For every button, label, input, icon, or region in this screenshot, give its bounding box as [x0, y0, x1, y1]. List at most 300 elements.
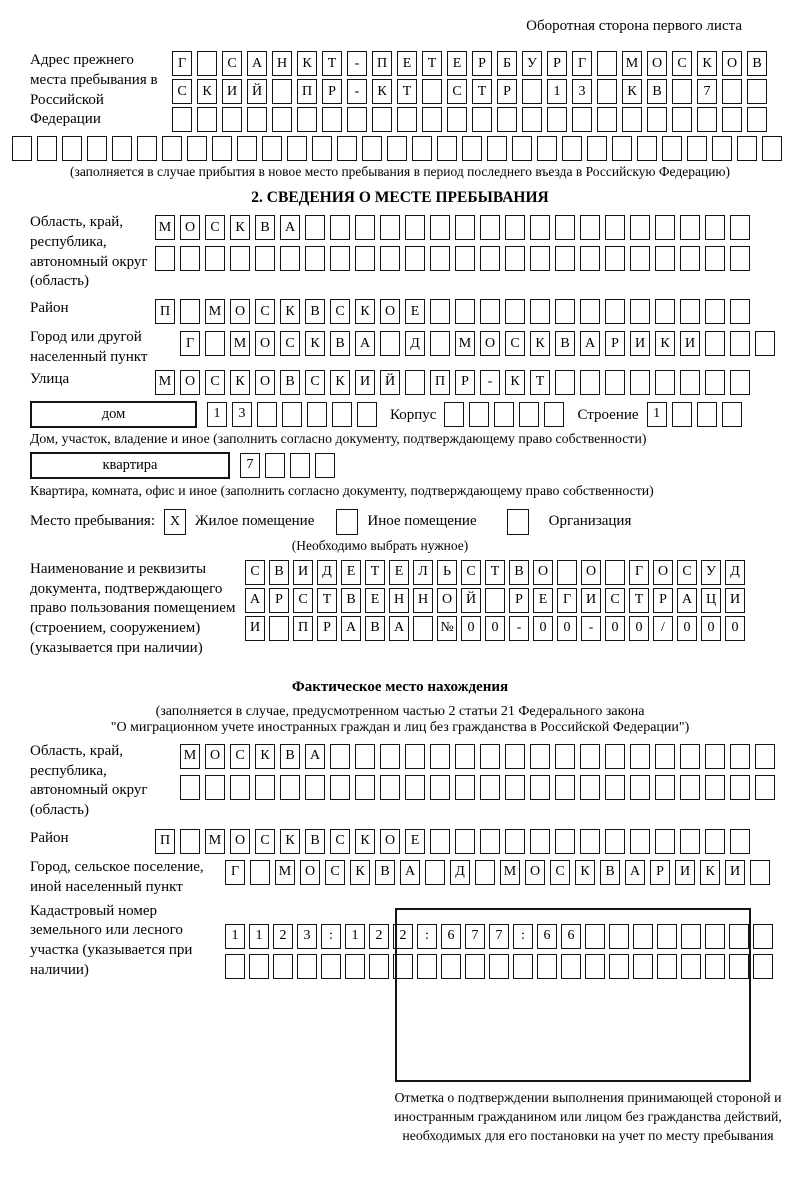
char-box[interactable]: 0	[557, 616, 577, 641]
char-box[interactable]	[262, 136, 282, 161]
char-box[interactable]: К	[305, 331, 325, 356]
char-box[interactable]: В	[330, 331, 350, 356]
char-box[interactable]	[249, 954, 269, 979]
char-box[interactable]	[730, 299, 750, 324]
char-box[interactable]	[555, 246, 575, 271]
char-box[interactable]	[345, 954, 365, 979]
char-box[interactable]	[622, 107, 642, 132]
char-box[interactable]	[430, 331, 450, 356]
char-box[interactable]	[305, 775, 325, 800]
char-box[interactable]	[225, 954, 245, 979]
char-box[interactable]: В	[375, 860, 395, 885]
char-box[interactable]: К	[700, 860, 720, 885]
char-box[interactable]	[430, 829, 450, 854]
char-box[interactable]	[280, 775, 300, 800]
char-box[interactable]: Е	[447, 51, 467, 76]
char-box[interactable]: Р	[269, 588, 289, 613]
char-box[interactable]: И	[293, 560, 313, 585]
char-box[interactable]	[753, 924, 773, 949]
char-box[interactable]: 7	[465, 924, 485, 949]
char-box[interactable]: Р	[497, 79, 517, 104]
char-box[interactable]	[480, 215, 500, 240]
char-box[interactable]	[655, 246, 675, 271]
char-box[interactable]: С	[461, 560, 481, 585]
char-box[interactable]: Т	[422, 51, 442, 76]
char-box[interactable]: Т	[317, 588, 337, 613]
char-box[interactable]	[672, 107, 692, 132]
char-box[interactable]: М	[230, 331, 250, 356]
char-box[interactable]: О	[230, 299, 250, 324]
char-box[interactable]	[519, 402, 539, 427]
char-box[interactable]: Т	[629, 588, 649, 613]
char-box[interactable]: О	[480, 331, 500, 356]
char-box[interactable]: 7	[240, 453, 260, 478]
char-box[interactable]: И	[725, 860, 745, 885]
char-box[interactable]	[412, 136, 432, 161]
char-box[interactable]	[265, 453, 285, 478]
char-box[interactable]: Р	[472, 51, 492, 76]
char-box[interactable]: Н	[389, 588, 409, 613]
char-box[interactable]	[337, 136, 357, 161]
char-box[interactable]	[321, 954, 341, 979]
char-box[interactable]: Р	[605, 331, 625, 356]
char-box[interactable]	[255, 775, 275, 800]
char-box[interactable]: Т	[322, 51, 342, 76]
char-box[interactable]	[630, 744, 650, 769]
char-box[interactable]: С	[205, 215, 225, 240]
char-box[interactable]: Д	[317, 560, 337, 585]
char-box[interactable]: О	[653, 560, 673, 585]
char-box[interactable]	[662, 136, 682, 161]
char-box[interactable]	[605, 560, 625, 585]
char-box[interactable]: И	[245, 616, 265, 641]
char-box[interactable]	[680, 370, 700, 395]
char-box[interactable]	[62, 136, 82, 161]
char-box[interactable]: А	[305, 744, 325, 769]
char-box[interactable]	[387, 136, 407, 161]
char-box[interactable]: А	[245, 588, 265, 613]
char-box[interactable]: О	[180, 215, 200, 240]
residential-checkbox[interactable]: X	[164, 509, 186, 535]
char-box[interactable]	[237, 136, 257, 161]
char-box[interactable]: И	[680, 331, 700, 356]
char-box[interactable]: Д	[725, 560, 745, 585]
char-box[interactable]	[630, 775, 650, 800]
char-box[interactable]: К	[280, 829, 300, 854]
char-box[interactable]	[422, 79, 442, 104]
char-box[interactable]	[680, 299, 700, 324]
char-box[interactable]	[747, 79, 767, 104]
char-box[interactable]	[655, 829, 675, 854]
char-box[interactable]	[250, 860, 270, 885]
char-box[interactable]: О	[380, 299, 400, 324]
char-box[interactable]	[180, 246, 200, 271]
char-box[interactable]: -	[581, 616, 601, 641]
char-box[interactable]: С	[222, 51, 242, 76]
char-box[interactable]: Г	[572, 51, 592, 76]
char-box[interactable]	[447, 107, 467, 132]
char-box[interactable]: О	[205, 744, 225, 769]
char-box[interactable]	[530, 744, 550, 769]
char-box[interactable]: Б	[497, 51, 517, 76]
char-box[interactable]	[287, 136, 307, 161]
char-box[interactable]: К	[697, 51, 717, 76]
char-box[interactable]	[475, 860, 495, 885]
char-box[interactable]: В	[269, 560, 289, 585]
char-box[interactable]	[580, 744, 600, 769]
char-box[interactable]	[705, 370, 725, 395]
char-box[interactable]: У	[701, 560, 721, 585]
char-box[interactable]	[480, 299, 500, 324]
char-box[interactable]: 1	[249, 924, 269, 949]
char-box[interactable]: С	[172, 79, 192, 104]
char-box[interactable]: Г	[557, 588, 577, 613]
char-box[interactable]	[357, 402, 377, 427]
char-box[interactable]: Е	[405, 829, 425, 854]
char-box[interactable]	[347, 107, 367, 132]
char-box[interactable]	[180, 299, 200, 324]
char-box[interactable]	[655, 299, 675, 324]
char-box[interactable]	[205, 775, 225, 800]
char-box[interactable]: М	[205, 829, 225, 854]
char-box[interactable]: 0	[485, 616, 505, 641]
char-box[interactable]: П	[293, 616, 313, 641]
char-box[interactable]: 1	[647, 402, 667, 427]
char-box[interactable]	[655, 775, 675, 800]
char-box[interactable]: К	[255, 744, 275, 769]
char-box[interactable]: О	[300, 860, 320, 885]
char-box[interactable]: М	[155, 370, 175, 395]
char-box[interactable]: И	[630, 331, 650, 356]
char-box[interactable]	[330, 246, 350, 271]
char-box[interactable]: У	[522, 51, 542, 76]
char-box[interactable]	[530, 246, 550, 271]
char-box[interactable]: П	[430, 370, 450, 395]
char-box[interactable]	[555, 370, 575, 395]
char-box[interactable]: 1	[547, 79, 567, 104]
char-box[interactable]: Д	[450, 860, 470, 885]
char-box[interactable]	[655, 370, 675, 395]
char-box[interactable]	[155, 246, 175, 271]
char-box[interactable]	[197, 107, 217, 132]
char-box[interactable]	[672, 79, 692, 104]
char-box[interactable]: К	[372, 79, 392, 104]
char-box[interactable]	[505, 829, 525, 854]
char-box[interactable]	[637, 136, 657, 161]
char-box[interactable]: В	[747, 51, 767, 76]
char-box[interactable]: 0	[677, 616, 697, 641]
char-box[interactable]: 3	[572, 79, 592, 104]
char-box[interactable]	[405, 215, 425, 240]
char-box[interactable]	[332, 402, 352, 427]
char-box[interactable]	[469, 402, 489, 427]
char-box[interactable]	[380, 744, 400, 769]
char-box[interactable]	[505, 775, 525, 800]
char-box[interactable]: Т	[472, 79, 492, 104]
char-box[interactable]	[472, 107, 492, 132]
char-box[interactable]	[425, 860, 445, 885]
char-box[interactable]	[444, 402, 464, 427]
char-box[interactable]: Т	[397, 79, 417, 104]
char-box[interactable]: М	[180, 744, 200, 769]
char-box[interactable]	[307, 402, 327, 427]
char-box[interactable]	[630, 299, 650, 324]
char-box[interactable]: О	[525, 860, 545, 885]
char-box[interactable]: С	[447, 79, 467, 104]
char-box[interactable]	[762, 136, 782, 161]
char-box[interactable]	[722, 107, 742, 132]
char-box[interactable]: Й	[380, 370, 400, 395]
char-box[interactable]	[330, 215, 350, 240]
char-box[interactable]: С	[672, 51, 692, 76]
char-box[interactable]: В	[280, 370, 300, 395]
char-box[interactable]: 2	[393, 924, 413, 949]
char-box[interactable]: О	[255, 370, 275, 395]
char-box[interactable]	[530, 829, 550, 854]
char-box[interactable]	[597, 51, 617, 76]
char-box[interactable]: О	[230, 829, 250, 854]
char-box[interactable]	[557, 560, 577, 585]
char-box[interactable]	[322, 107, 342, 132]
char-box[interactable]	[555, 744, 575, 769]
char-box[interactable]	[555, 829, 575, 854]
char-box[interactable]	[705, 829, 725, 854]
char-box[interactable]: Р	[322, 79, 342, 104]
char-box[interactable]: К	[575, 860, 595, 885]
char-box[interactable]	[205, 331, 225, 356]
char-box[interactable]: Д	[405, 331, 425, 356]
char-box[interactable]: :	[513, 924, 533, 949]
char-box[interactable]: Р	[653, 588, 673, 613]
char-box[interactable]	[547, 107, 567, 132]
char-box[interactable]	[355, 775, 375, 800]
char-box[interactable]: В	[600, 860, 620, 885]
char-box[interactable]	[655, 744, 675, 769]
char-box[interactable]	[430, 246, 450, 271]
char-box[interactable]: С	[605, 588, 625, 613]
char-box[interactable]: 6	[537, 924, 557, 949]
char-box[interactable]	[630, 215, 650, 240]
char-box[interactable]: С	[245, 560, 265, 585]
char-box[interactable]: К	[622, 79, 642, 104]
char-box[interactable]	[405, 775, 425, 800]
char-box[interactable]: К	[230, 215, 250, 240]
char-box[interactable]	[605, 775, 625, 800]
char-box[interactable]	[722, 402, 742, 427]
char-box[interactable]	[212, 136, 232, 161]
char-box[interactable]	[112, 136, 132, 161]
char-box[interactable]	[369, 954, 389, 979]
char-box[interactable]	[680, 215, 700, 240]
char-box[interactable]	[137, 136, 157, 161]
char-box[interactable]: Л	[413, 560, 433, 585]
char-box[interactable]: М	[275, 860, 295, 885]
char-box[interactable]	[687, 136, 707, 161]
char-box[interactable]	[705, 775, 725, 800]
char-box[interactable]	[455, 744, 475, 769]
char-box[interactable]	[530, 775, 550, 800]
char-box[interactable]	[522, 107, 542, 132]
char-box[interactable]	[612, 136, 632, 161]
char-box[interactable]: О	[380, 829, 400, 854]
char-box[interactable]	[380, 331, 400, 356]
char-box[interactable]: И	[581, 588, 601, 613]
char-box[interactable]: 2	[369, 924, 389, 949]
char-box[interactable]	[580, 299, 600, 324]
char-box[interactable]	[405, 246, 425, 271]
char-box[interactable]: -	[347, 79, 367, 104]
char-box[interactable]	[605, 299, 625, 324]
char-box[interactable]: 1	[207, 402, 227, 427]
char-box[interactable]: С	[677, 560, 697, 585]
char-box[interactable]	[355, 744, 375, 769]
char-box[interactable]	[572, 107, 592, 132]
char-box[interactable]: О	[437, 588, 457, 613]
char-box[interactable]: М	[455, 331, 475, 356]
char-box[interactable]	[730, 215, 750, 240]
char-box[interactable]: М	[500, 860, 520, 885]
char-box[interactable]	[512, 136, 532, 161]
char-box[interactable]	[730, 775, 750, 800]
char-box[interactable]	[530, 215, 550, 240]
char-box[interactable]	[87, 136, 107, 161]
char-box[interactable]	[480, 829, 500, 854]
char-box[interactable]: Г	[172, 51, 192, 76]
char-box[interactable]	[37, 136, 57, 161]
char-box[interactable]	[737, 136, 757, 161]
char-box[interactable]: П	[372, 51, 392, 76]
char-box[interactable]: Й	[461, 588, 481, 613]
char-box[interactable]	[355, 215, 375, 240]
char-box[interactable]: О	[255, 331, 275, 356]
char-box[interactable]: М	[622, 51, 642, 76]
char-box[interactable]	[205, 246, 225, 271]
char-box[interactable]	[272, 107, 292, 132]
char-box[interactable]	[597, 107, 617, 132]
char-box[interactable]: С	[280, 331, 300, 356]
char-box[interactable]	[647, 107, 667, 132]
char-box[interactable]	[555, 215, 575, 240]
char-box[interactable]	[455, 246, 475, 271]
char-box[interactable]: Й	[247, 79, 267, 104]
apartment-type-box[interactable]	[30, 452, 230, 479]
char-box[interactable]	[697, 107, 717, 132]
char-box[interactable]: О	[581, 560, 601, 585]
char-box[interactable]	[755, 331, 775, 356]
char-box[interactable]	[330, 744, 350, 769]
char-box[interactable]	[755, 775, 775, 800]
char-box[interactable]: В	[305, 829, 325, 854]
char-box[interactable]	[362, 136, 382, 161]
char-box[interactable]	[485, 588, 505, 613]
char-box[interactable]	[480, 775, 500, 800]
char-box[interactable]: 0	[461, 616, 481, 641]
char-box[interactable]	[605, 370, 625, 395]
char-box[interactable]	[680, 829, 700, 854]
char-box[interactable]: О	[722, 51, 742, 76]
char-box[interactable]	[380, 215, 400, 240]
char-box[interactable]	[222, 107, 242, 132]
char-box[interactable]	[730, 246, 750, 271]
char-box[interactable]	[750, 860, 770, 885]
char-box[interactable]	[247, 107, 267, 132]
char-box[interactable]: Г	[225, 860, 245, 885]
char-box[interactable]	[197, 51, 217, 76]
char-box[interactable]	[753, 954, 773, 979]
char-box[interactable]	[655, 215, 675, 240]
char-box[interactable]	[730, 370, 750, 395]
char-box[interactable]: И	[355, 370, 375, 395]
char-box[interactable]	[430, 215, 450, 240]
char-box[interactable]	[172, 107, 192, 132]
char-box[interactable]	[580, 775, 600, 800]
char-box[interactable]: :	[321, 924, 341, 949]
char-box[interactable]: В	[280, 744, 300, 769]
char-box[interactable]: 1	[345, 924, 365, 949]
char-box[interactable]: П	[155, 829, 175, 854]
char-box[interactable]: С	[330, 829, 350, 854]
char-box[interactable]: №	[437, 616, 457, 641]
char-box[interactable]: 0	[701, 616, 721, 641]
char-box[interactable]	[494, 402, 514, 427]
char-box[interactable]: П	[155, 299, 175, 324]
char-box[interactable]: И	[222, 79, 242, 104]
char-box[interactable]	[455, 775, 475, 800]
char-box[interactable]: Р	[455, 370, 475, 395]
char-box[interactable]: А	[400, 860, 420, 885]
char-box[interactable]	[230, 775, 250, 800]
char-box[interactable]: С	[505, 331, 525, 356]
char-box[interactable]	[405, 744, 425, 769]
char-box[interactable]	[697, 402, 717, 427]
char-box[interactable]: 6	[441, 924, 461, 949]
char-box[interactable]: О	[533, 560, 553, 585]
char-box[interactable]: Р	[317, 616, 337, 641]
char-box[interactable]	[672, 402, 692, 427]
char-box[interactable]: -	[480, 370, 500, 395]
char-box[interactable]	[422, 107, 442, 132]
char-box[interactable]	[455, 299, 475, 324]
char-box[interactable]	[413, 616, 433, 641]
char-box[interactable]: С	[293, 588, 313, 613]
char-box[interactable]: Р	[509, 588, 529, 613]
char-box[interactable]: Т	[365, 560, 385, 585]
char-box[interactable]: А	[677, 588, 697, 613]
char-box[interactable]	[497, 107, 517, 132]
char-box[interactable]	[544, 402, 564, 427]
char-box[interactable]: К	[230, 370, 250, 395]
char-box[interactable]	[180, 829, 200, 854]
char-box[interactable]: С	[205, 370, 225, 395]
char-box[interactable]: М	[155, 215, 175, 240]
house-type-box[interactable]	[30, 401, 197, 428]
char-box[interactable]	[630, 246, 650, 271]
char-box[interactable]	[430, 775, 450, 800]
char-box[interactable]: К	[197, 79, 217, 104]
char-box[interactable]: 7	[697, 79, 717, 104]
char-box[interactable]	[269, 616, 289, 641]
char-box[interactable]: 6	[561, 924, 581, 949]
char-box[interactable]	[505, 246, 525, 271]
char-box[interactable]	[605, 744, 625, 769]
char-box[interactable]	[580, 215, 600, 240]
char-box[interactable]	[597, 79, 617, 104]
char-box[interactable]	[755, 744, 775, 769]
char-box[interactable]	[705, 215, 725, 240]
char-box[interactable]	[12, 136, 32, 161]
char-box[interactable]	[630, 829, 650, 854]
char-box[interactable]: 0	[725, 616, 745, 641]
